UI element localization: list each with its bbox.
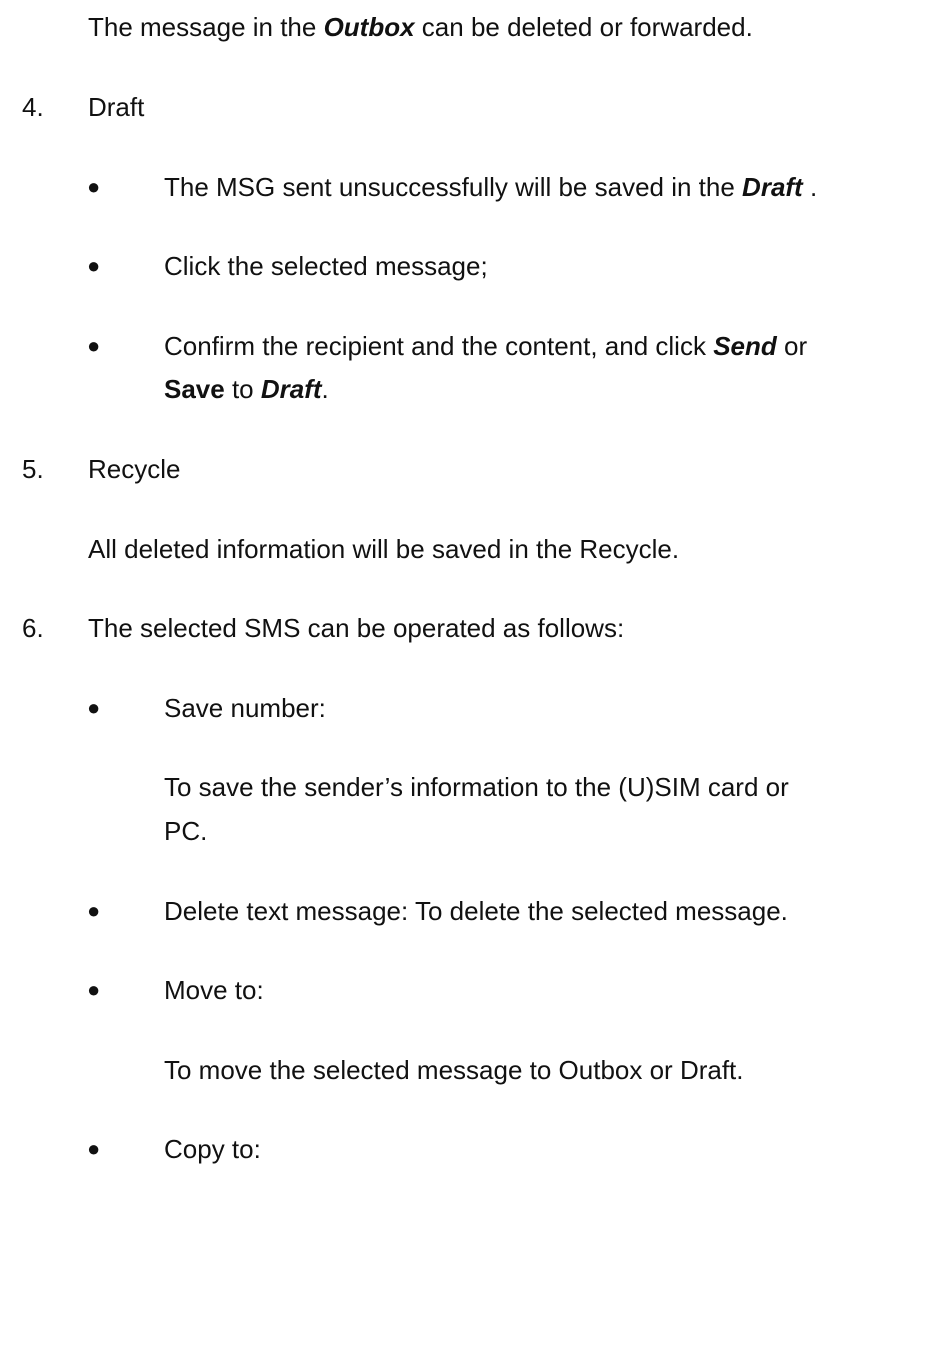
- section-number-operations: 6.: [22, 613, 44, 643]
- bullet-icon: ●: [87, 1136, 101, 1161]
- draft-item-confirm-cont: Save to Draft.: [164, 374, 329, 404]
- section-title-draft: Draft: [88, 92, 145, 122]
- draft-item-confirm: Confirm the recipient and the content, and click Send or: [164, 331, 808, 361]
- bullet-icon: ●: [87, 333, 101, 358]
- bullet-icon: ●: [87, 174, 101, 199]
- draft-item-saved: The MSG sent unsuccessfully will be saved in the Draft .: [164, 172, 818, 202]
- op-delete: Delete text message: To delete the selected message.: [164, 896, 788, 926]
- bullet-icon: ●: [87, 695, 101, 720]
- op-save-number-desc: To save the sender’s information to the (U)SIM card or: [164, 772, 789, 802]
- op-move-to-label: Move to:: [164, 975, 264, 1005]
- op-save-number-desc-cont: PC.: [164, 816, 208, 846]
- recycle-body: All deleted information will be saved in the Recycle.: [88, 534, 680, 564]
- outbox-term: Outbox: [323, 12, 415, 42]
- op-copy-to-label: Copy to:: [164, 1134, 261, 1164]
- section-title-operations: The selected SMS can be operated as follows:: [88, 613, 625, 643]
- section-title-recycle: Recycle: [88, 454, 181, 484]
- outbox-note: The message in the Outbox can be deleted or forwarded.: [88, 12, 753, 42]
- bullet-icon: ●: [87, 898, 101, 923]
- section-number-draft: 4.: [22, 92, 44, 122]
- op-save-number-label: Save number:: [164, 693, 326, 723]
- op-move-to-desc: To move the selected message to Outbox or Draft.: [164, 1055, 744, 1085]
- section-number-recycle: 5.: [22, 454, 44, 484]
- bullet-icon: ●: [87, 977, 101, 1002]
- draft-item-click: Click the selected message;: [164, 251, 488, 281]
- bullet-icon: ●: [87, 253, 101, 278]
